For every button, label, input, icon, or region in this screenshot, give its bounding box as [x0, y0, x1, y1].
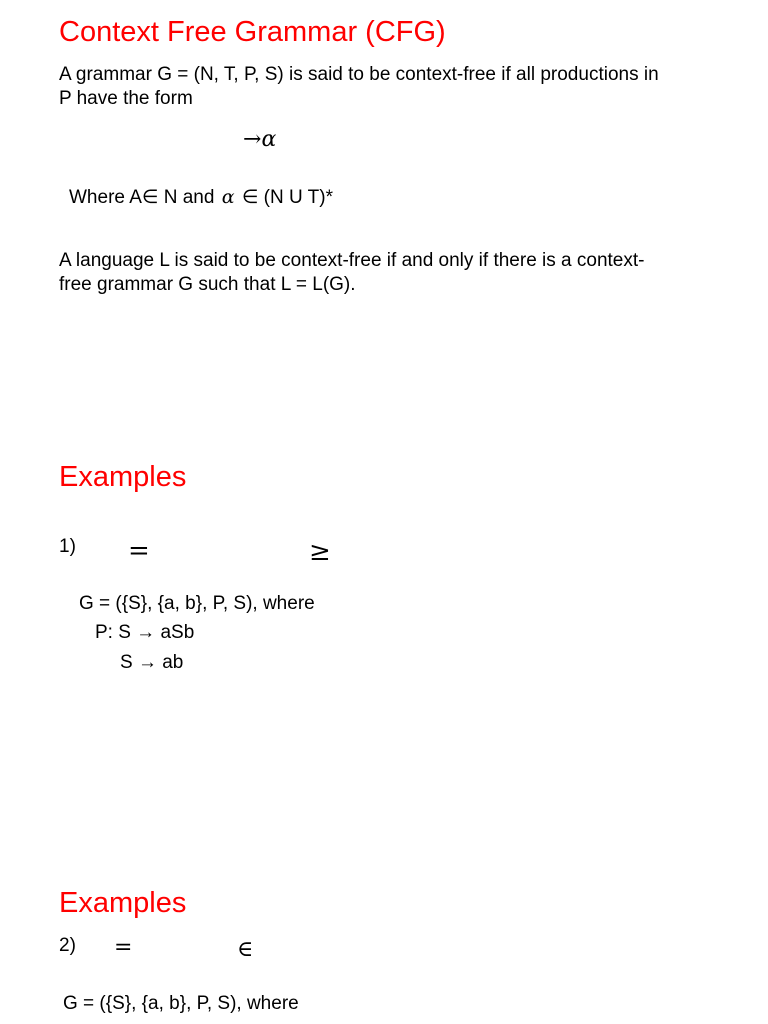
element-of-symbol: ∈	[237, 937, 254, 962]
language-line-1: A language L is said to be context-free if and only if there is a context-	[59, 250, 645, 271]
element-of-symbol: ∈	[141, 187, 159, 208]
examples-title-2: Examples	[59, 887, 187, 919]
example-1-production-2: S → ab	[120, 652, 184, 673]
production-form	[243, 126, 276, 152]
equals-symbol: =	[128, 536, 150, 566]
section-title: Context Free Grammar (CFG)	[59, 16, 446, 48]
arrow-symbol: →	[243, 127, 262, 152]
where-clause	[69, 185, 333, 210]
language-line-2: free grammar G such that L = L(G).	[59, 274, 356, 295]
alpha-symbol: α	[261, 127, 277, 152]
where-prefix: Where A	[69, 187, 142, 208]
where-suffix: (N U T)*	[258, 187, 333, 208]
element-of-symbol: ∈	[241, 187, 259, 208]
alpha-symbol: α	[221, 186, 235, 208]
example-1-production-1: P: S → aSb	[95, 622, 195, 643]
example-2-grammar: G = ({S}, {a, b}, P, S), where	[63, 993, 299, 1014]
where-middle: N and	[158, 187, 220, 208]
example-1-grammar: G = ({S}, {a, b}, P, S), where	[79, 593, 315, 614]
definition-line-2: P have the form	[59, 88, 193, 109]
equals-symbol: =	[114, 935, 133, 960]
example-number-1: 1)	[59, 536, 76, 557]
definition-line-1: A grammar G = (N, T, P, S) is said to be context-free if all productions in	[59, 64, 659, 85]
examples-title-1: Examples	[59, 461, 187, 493]
example-number-2: 2)	[59, 935, 76, 956]
geq-symbol: ≥	[309, 537, 331, 567]
